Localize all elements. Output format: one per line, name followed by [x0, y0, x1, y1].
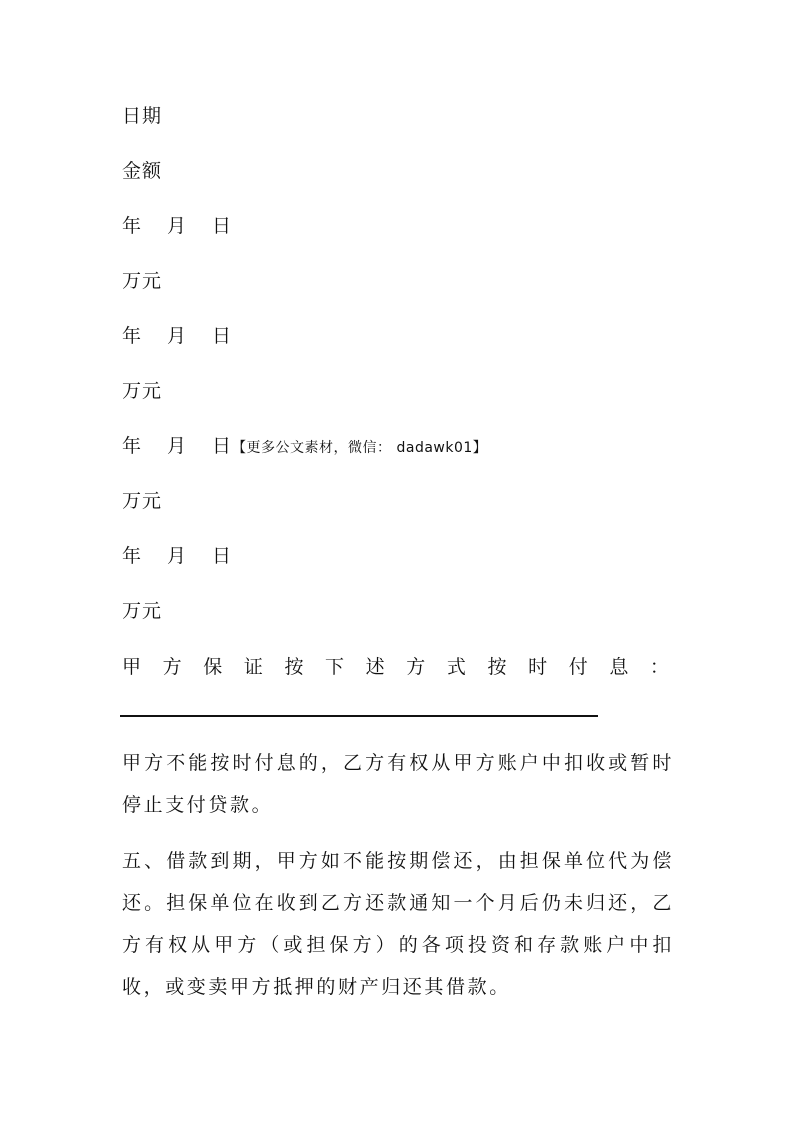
amount-row-4: 万元 [122, 600, 163, 622]
char: 保 [203, 656, 224, 678]
char: 述 [365, 656, 386, 678]
interest-payment-line [122, 655, 670, 679]
date-row-1 [122, 214, 232, 238]
date-row-4 [122, 544, 232, 568]
amount-row-1: 万元 [122, 270, 163, 292]
promo-note: 【更多公文素材，微信： dadawk01】 [232, 440, 488, 456]
date-label: 日期 [122, 105, 163, 127]
year-text: 年 [122, 325, 143, 347]
char: 方 [162, 656, 183, 678]
char: 下 [325, 656, 346, 678]
day-text: 日 [212, 325, 233, 347]
char: 按 [284, 656, 305, 678]
char: 息 [609, 656, 630, 678]
month-text: 月 [167, 325, 188, 347]
date-row-3 [122, 434, 487, 460]
date-row-2 [122, 324, 232, 348]
fill-in-blank-line [120, 715, 598, 717]
month-text: 月 [167, 435, 188, 457]
year-text: 年 [122, 545, 143, 567]
char: 按 [487, 656, 508, 678]
month-text: 月 [167, 215, 188, 237]
amount-row-3: 万元 [122, 490, 163, 512]
char: 付 [568, 656, 589, 678]
char: 证 [243, 656, 264, 678]
amount-label: 金额 [122, 160, 163, 182]
amount-row-2: 万元 [122, 380, 163, 402]
day-text: 日 [212, 435, 233, 457]
char: 时 [528, 656, 549, 678]
paragraph-loan-due: 五、借款到期，甲方如不能按期偿还，由担保单位代为偿还。担保单位在收到乙方还款通知一个月后仍未归还，乙方有权从甲方（或担保方）的各项投资和存款账户中扣收，或变卖甲方抵押的财产归还其借款。 [122, 850, 674, 998]
char: 甲 [122, 656, 143, 678]
year-text: 年 [122, 215, 143, 237]
char: 方 [406, 656, 427, 678]
day-text: 日 [212, 545, 233, 567]
year-text: 年 [122, 435, 143, 457]
day-text: 日 [212, 215, 233, 237]
char: ： [649, 656, 670, 678]
month-text: 月 [167, 545, 188, 567]
paragraph-late-interest: 甲方不能按时付息的，乙方有权从甲方账户中扣收或暂时停止支付贷款。 [122, 752, 674, 816]
char: 式 [446, 656, 467, 678]
